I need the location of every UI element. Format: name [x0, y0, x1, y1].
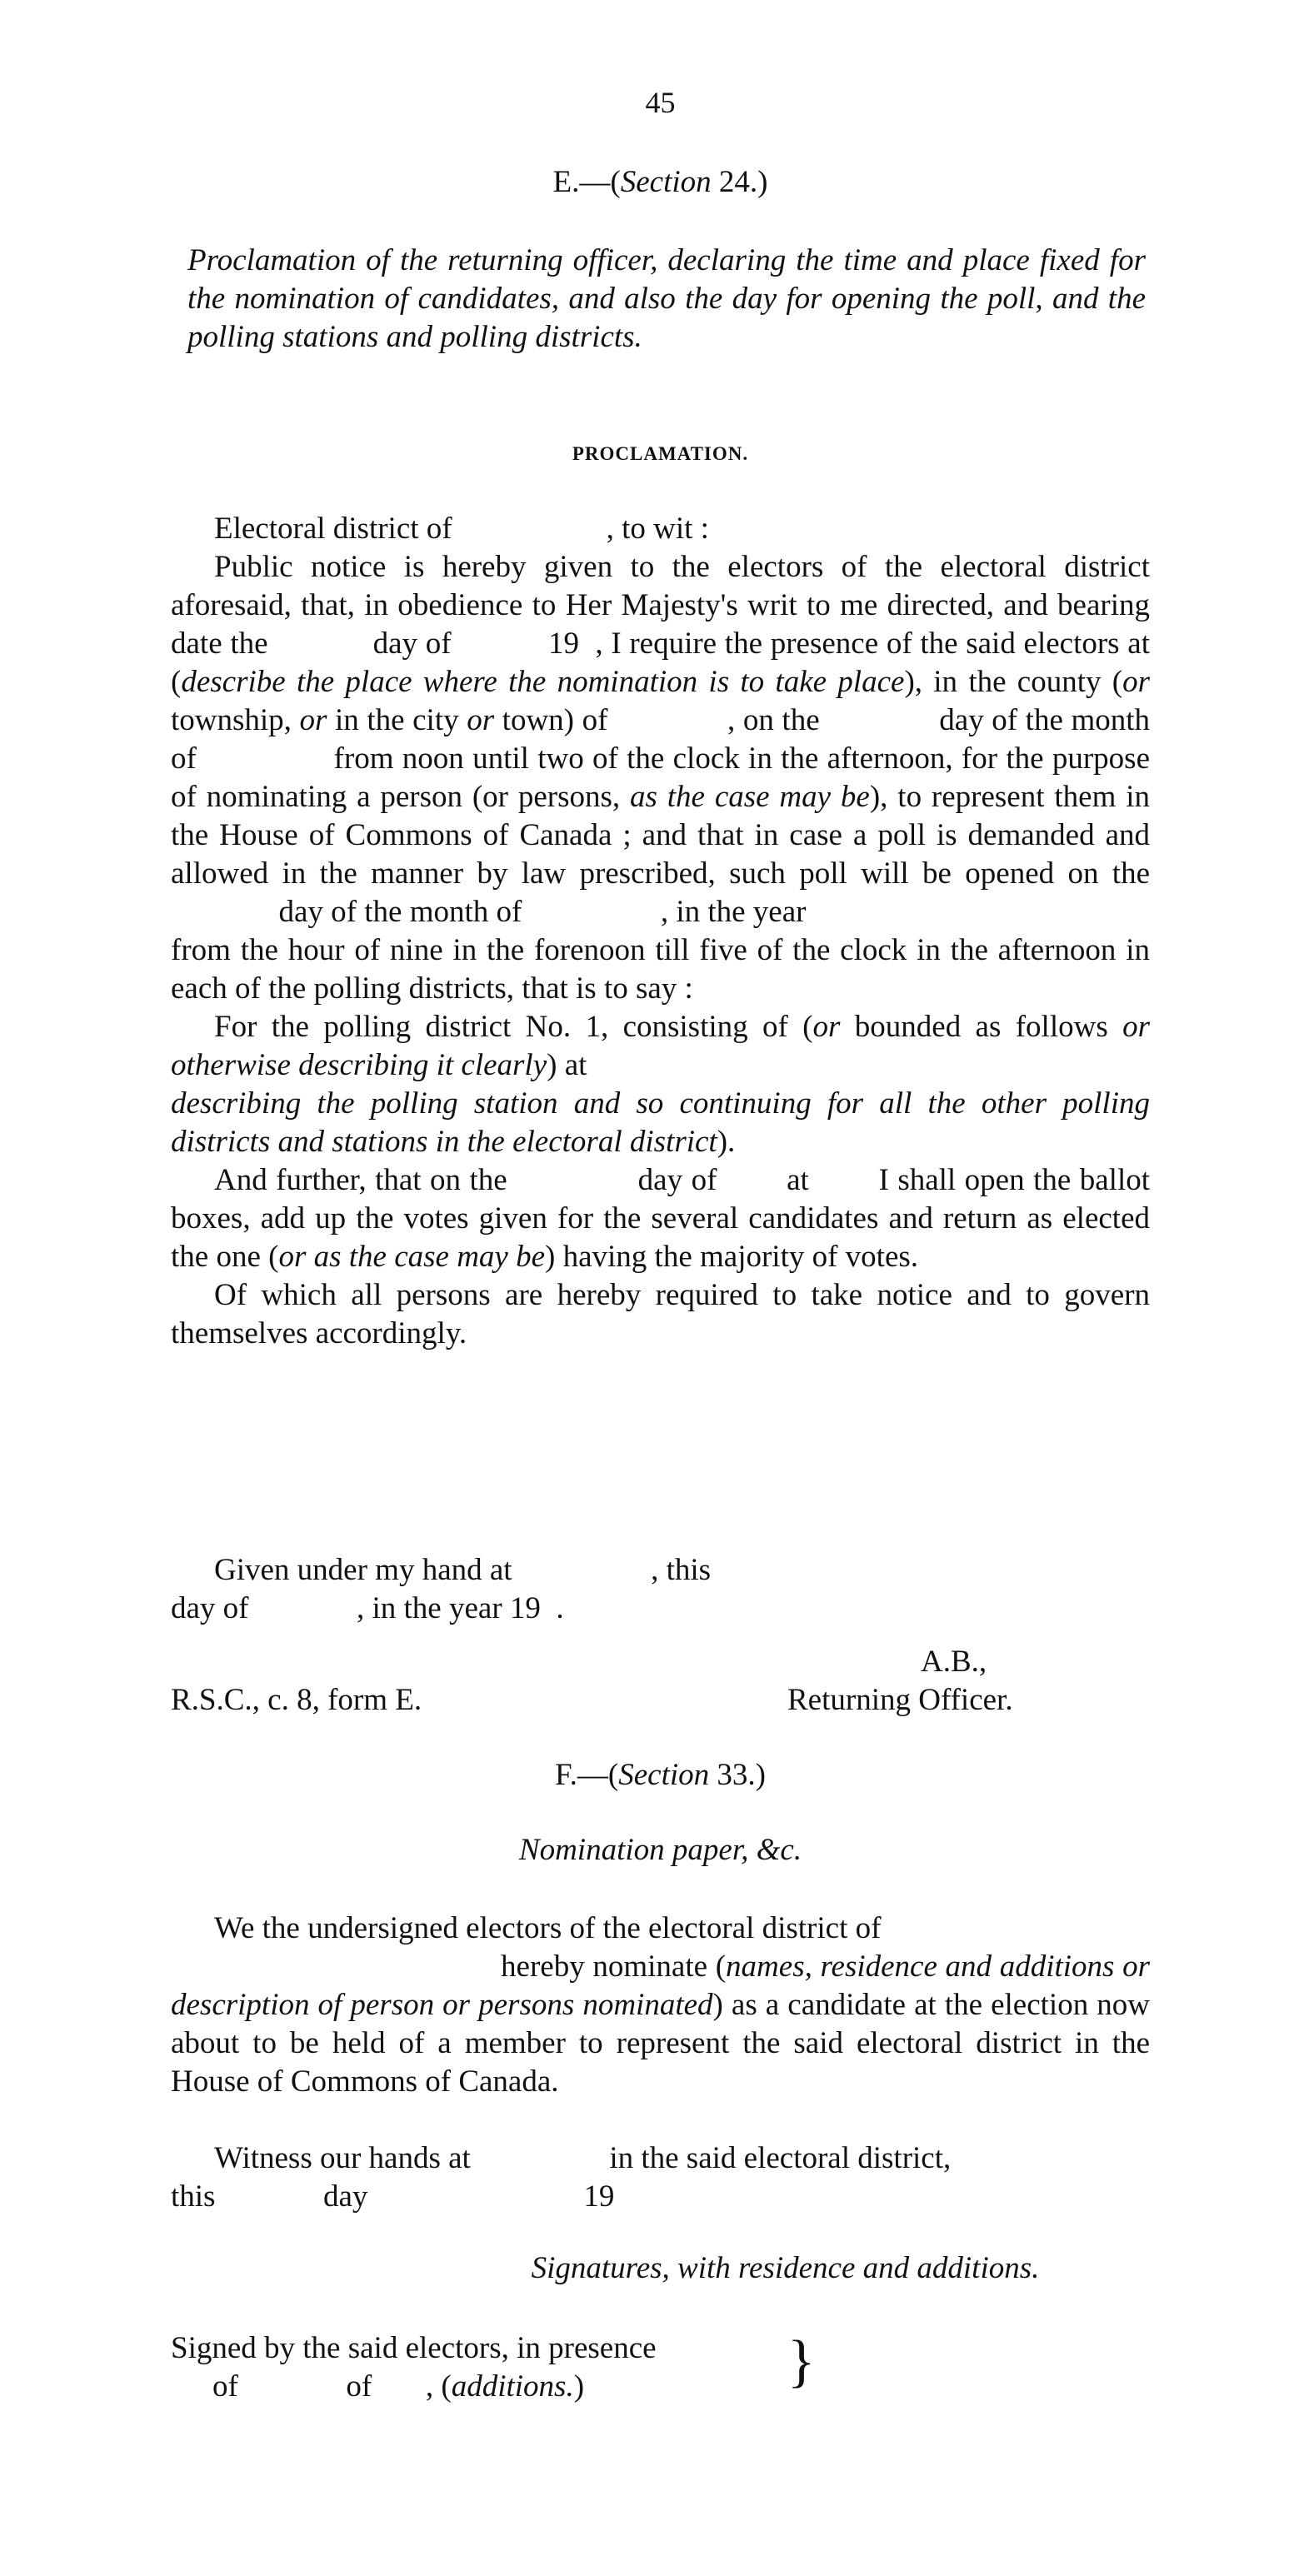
given-line-1: Given under my hand at , this [214, 1553, 712, 1587]
proclamation-title: PROCLAMATION. [572, 443, 749, 464]
signer-title: Returning Officer. [787, 1683, 1013, 1717]
document-page [171, 0, 1150, 2576]
witness-line-1: Witness our hands at in the said electoral district, [214, 2141, 952, 2175]
proclamation-body [171, 548, 1150, 1353]
signed-line-2: of of , (additions.) [212, 2369, 585, 2404]
schedule-f-caption: Nomination paper, &c. [518, 1833, 802, 1867]
given-line-2: day of , in the year 19 . [171, 1591, 564, 1625]
page-number: 45 [645, 86, 676, 119]
schedule-e-caption: Proclamation of the returning officer, declaring the time and place fixed for the nomination of candidates, and also the day for opening the poll, and the polling stations and polling districts. [187, 243, 1146, 354]
nomination-body [171, 1910, 1150, 2101]
schedule-f-heading: F.—(Section 33.) [555, 1758, 766, 1792]
district-line: Electoral district of , to wit : [214, 512, 709, 546]
schedule-e-heading: E.—(Section 24.) [552, 165, 768, 199]
citation: R.S.C., c. 8, form E. [171, 1683, 422, 1717]
signer-initials: A.B., [921, 1645, 987, 1679]
proclamation-paragraph-1: Public notice is hereby given to the electors of the electoral district aforesaid, that, in obedience to Her Majesty's writ to me directed, and bearing date the day of 19 , I require the presence of the said electors at (describe the place where the nomination is to take place), in the county (or township, or in the city or town) of , on the day of the month of from noon until two of the clock in the afternoon, for the purpose of nominating a person (or persons, as the case may be), to represent them in the House of Commons of Canada ; and that in case a poll is demanded and allowed in the manner by law prescribed, such poll will be opened on the day of the month of , in the year [171, 550, 1151, 929]
proclamation-paragraph-2: For the polling district No. 1, consisting of (or bounded as follows or otherwise describing it clearly) at describing the polling station and so continuing for all the other polling districts and stations in the electoral district). [171, 1010, 1150, 1159]
right-brace: } [787, 2329, 816, 2394]
witness-line-2: this day 19 [171, 2179, 615, 2214]
proclamation-paragraph-1b: from the hour of nine in the forenoon till five of the clock in the afternoon in each of the polling districts, that is to say : [171, 933, 1150, 1006]
nomination-paragraph: We the undersigned electors of the electoral district of hereby nominate (names, residence and additions or description of person or persons nominated) as a candidate at the election now about to be held of a member to represent the said electoral district in the House of Commons of Canada. [171, 1911, 1151, 2099]
proclamation-paragraph-4: Of which all persons are hereby required to take notice and to govern themselves accordingly. [171, 1278, 1150, 1350]
proclamation-paragraph-3: And further, that on the day of at I shall open the ballot boxes, add up the votes given for the several candidates and return as elected the one (or as the case may be) having the majority of votes. [171, 1163, 1150, 1274]
signed-line-1: Signed by the said electors, in presence [171, 2331, 657, 2365]
signatures-caption: Signatures, with residence and additions. [531, 2251, 1040, 2285]
